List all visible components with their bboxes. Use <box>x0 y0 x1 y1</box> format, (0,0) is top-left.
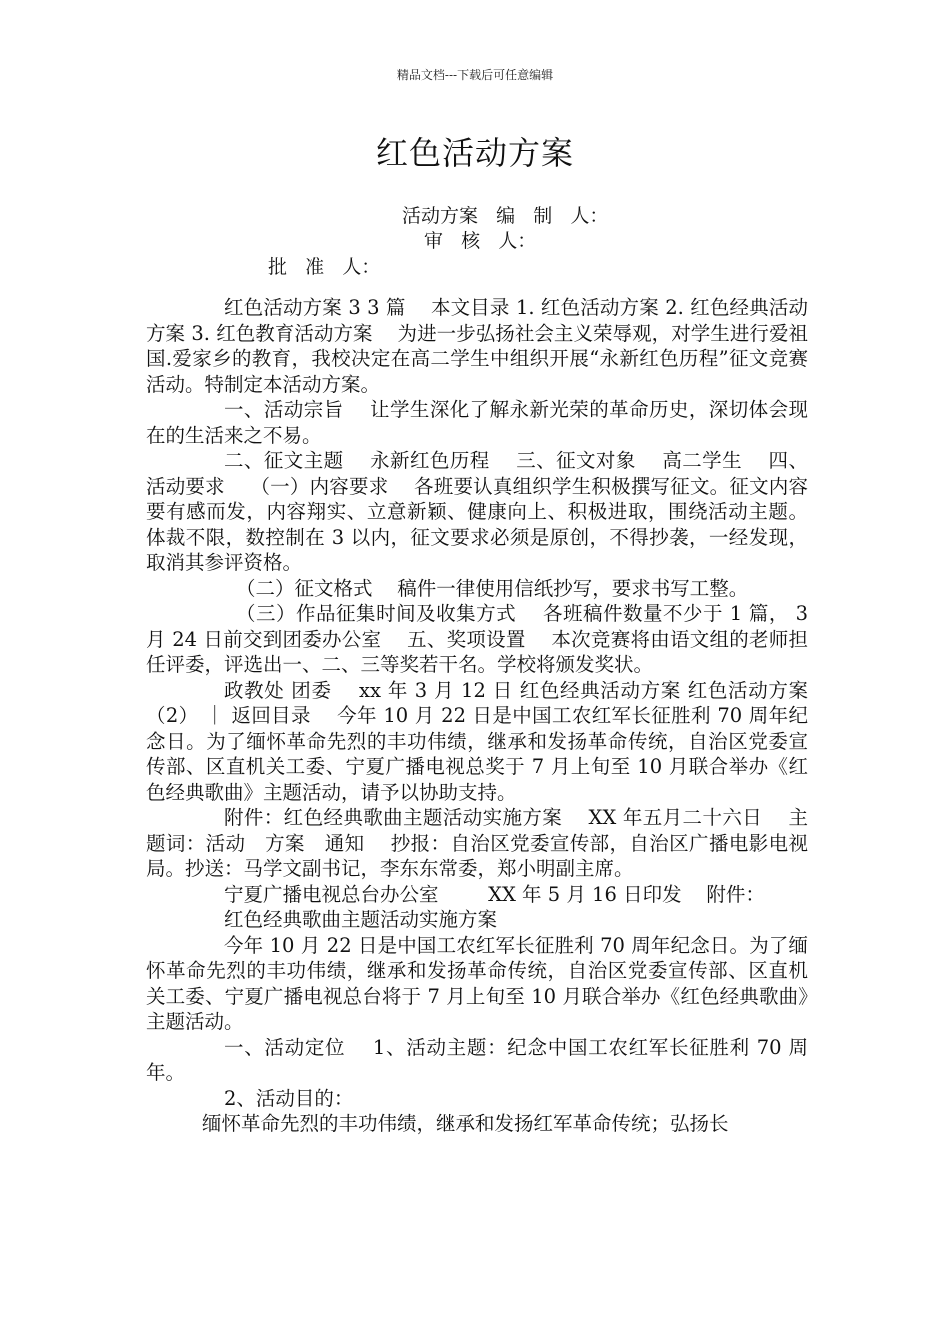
paragraph: 2、活动目的： <box>224 1086 354 1110</box>
paragraph: 宁夏广播电视总台办公室 XX 年 5 月 16 日印发 附件： <box>224 882 765 906</box>
paragraph: 二、征文主题 永新红色历程 三、征文对象 高二学生 四、活动要求 （一）内容要求 各班要认真组织学生积极撰写征文。征文内容要有感而发，内容翔实、立意新颖、健康向上、积极进取，围绕活动主题。体裁不限，数控制在 3 以内，征文要求必须是原创，不得抄袭，一经发现，取消其参评资格。 <box>146 449 808 574</box>
document-body <box>146 295 815 1137</box>
paragraph: 一、活动宗旨 让学生深化了解永新光荣的革命历史，深切体会现在的生活来之不易。 <box>146 398 808 447</box>
paragraph: 今年 10 月 22 日是中国工农红军长征胜利 70 周年纪念日。为了缅怀革命先烈的丰功伟绩，继承和发扬革命传统，自治区党委宣传部、区直机关工委、宁夏广播电视总台将于 7 月上旬至 10 月联合举办《红色经典歌曲》主题活动。 <box>146 933 808 1033</box>
paragraph: 红色经典歌曲主题活动实施方案 <box>224 908 498 931</box>
paragraph: （三）作品征集时间及收集方式 各班稿件数量不少于 1 篇， 3 月 24 日前交到团委办公室 五、奖项设置 本次竞赛将由语文组的老师担任评委，评选出一、二、三等奖若干名。学校将颁发奖状。 <box>146 602 815 676</box>
paragraph: 红色活动方案 3 3 篇 本文目录 1. 红色活动方案 2. 红色经典活动方案 3. 红色教育活动方案 为进一步弘扬社会主义荣辱观，对学生进行爱祖国.爱家乡的教育，我校决定在高二学生中组织开展“永新红色历程”征文竞赛活动。特制定本活动方案。 <box>146 296 808 396</box>
document-title: 红色活动方案 <box>375 134 574 172</box>
meta-compiler: 活动方案 编 制 人： <box>402 205 609 227</box>
meta-approver: 批 准 人： <box>268 256 381 278</box>
page-header: 精品文档---下载后可任意编辑 <box>396 68 554 82</box>
meta-reviewer: 审 核 人： <box>424 230 537 252</box>
paragraph: 一、活动定位 1、活动主题：纪念中国工农红军长征胜利 70 周年。 <box>146 1035 808 1084</box>
paragraph: 缅怀革命先烈的丰功伟绩，继承和发扬红军革命传统；弘扬长 <box>202 1112 729 1135</box>
paragraph: 政教处 团委 xx 年 3 月 12 日 红色经典活动方案 红色活动方案（2） ｜ 返回目录 今年 10 月 22 日是中国工农红军长征胜利 70 周年纪念日。为了缅怀革命先烈的丰功伟绩，继承和发扬革命传统，自治区党委宣传部、区直机关工委、宁夏广播电视总奖于 7 月上旬至 10 月联合举办《红色经典歌曲》主题活动，请予以协助支持。 <box>146 678 808 804</box>
paragraph: 附件：红色经典歌曲主题活动实施方案 XX 年五月二十六日 主题词：活动 方案 通知 抄报：自治区党委宣传部，自治区广播电影电视局。抄送：马学文副书记，李东东常委，郑小明副主席。 <box>146 806 808 880</box>
paragraph: （二）征文格式 稿件一律使用信纸抄写，要求书写工整。 <box>236 576 749 600</box>
